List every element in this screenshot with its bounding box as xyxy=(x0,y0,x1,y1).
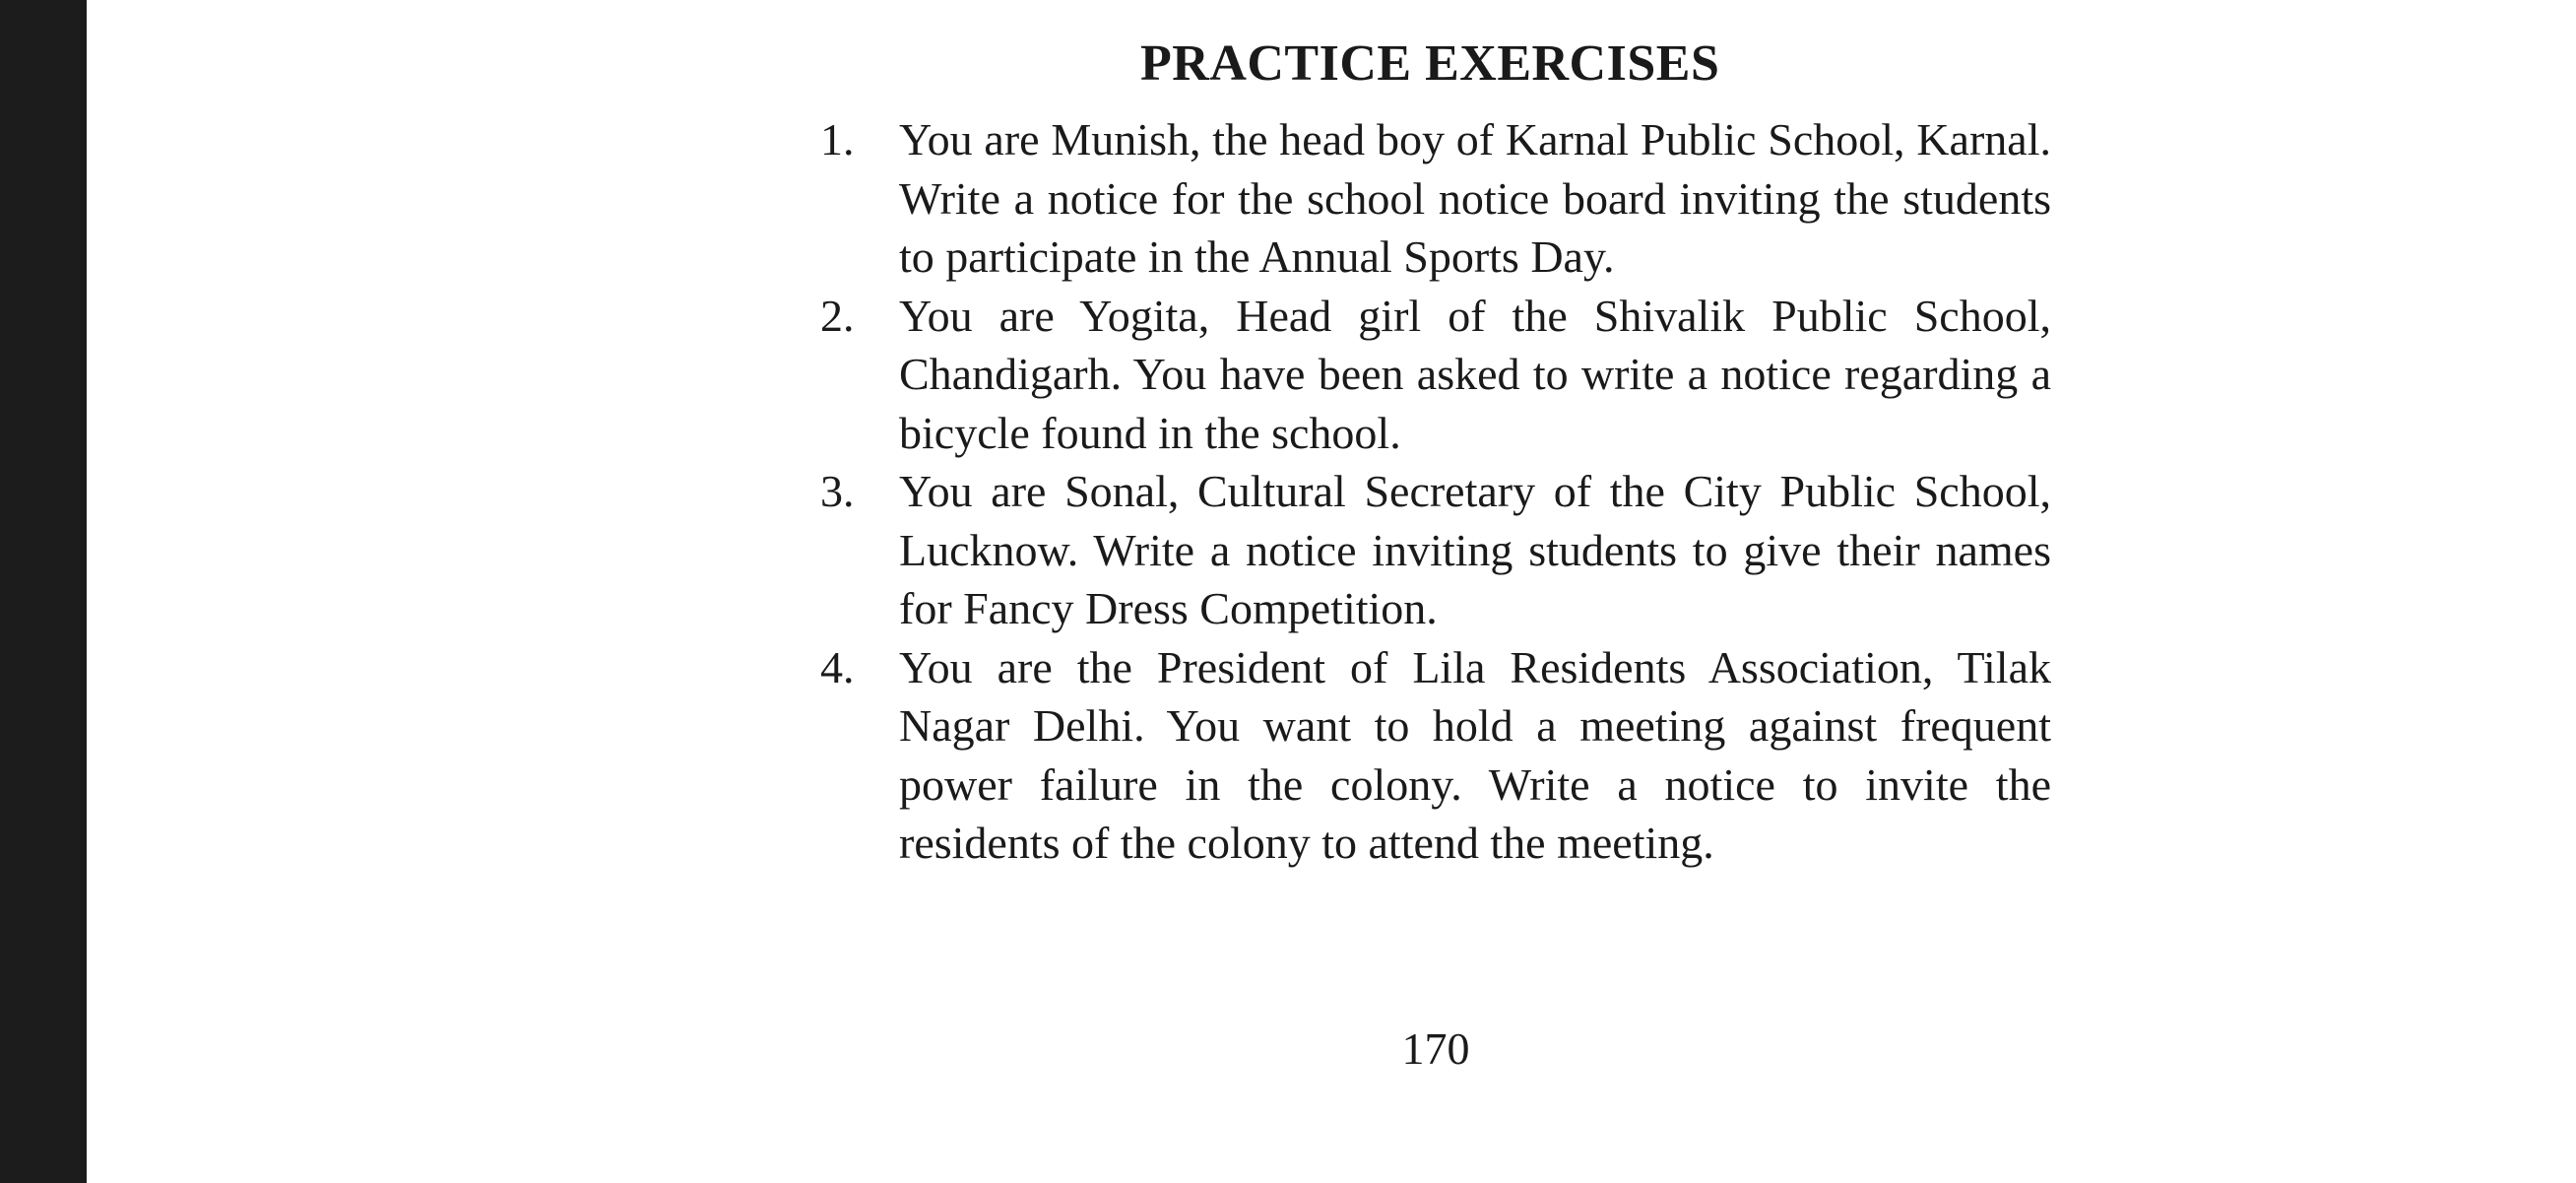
exercise-item-2 xyxy=(820,287,2051,463)
exercise-number: 1. xyxy=(820,114,855,164)
exercise-item-1 xyxy=(820,110,2051,287)
exercise-number: 2. xyxy=(820,290,855,341)
exercise-item-3 xyxy=(820,462,2051,638)
page-number: 170 xyxy=(1401,1023,1470,1074)
exercise-list xyxy=(820,110,2051,873)
viewer-left-margin xyxy=(0,0,87,1183)
exercise-number: 4. xyxy=(820,641,855,692)
exercise-text: You are the President of Lila Residents Association, Tilak Nagar Delhi. You want to hold a meeting against frequent power failure in the colony. Write a notice to invite the residents of the colony to attend the meeting. xyxy=(899,641,2051,868)
exercise-text: You are Yogita, Head girl of the Shivalik Public School, Chandigarh. You have been asked to write a notice regarding a bicycle found in the school. xyxy=(899,290,2051,458)
exercise-text: You are Munish, the head boy of Karnal Public School, Karnal. Write a notice for the school notice board inviting the students to participate in the Annual Sports Day. xyxy=(899,114,2051,282)
document-page xyxy=(87,0,2576,1183)
exercise-item-4 xyxy=(820,638,2051,873)
page-title: PRACTICE EXERCISES xyxy=(1140,35,1720,92)
exercise-text: You are Sonal, Cultural Secretary of the City Public School, Lucknow. Write a notice inviting students to give their names for Fancy Dress Competition. xyxy=(899,466,2051,633)
exercise-number: 3. xyxy=(820,466,855,516)
